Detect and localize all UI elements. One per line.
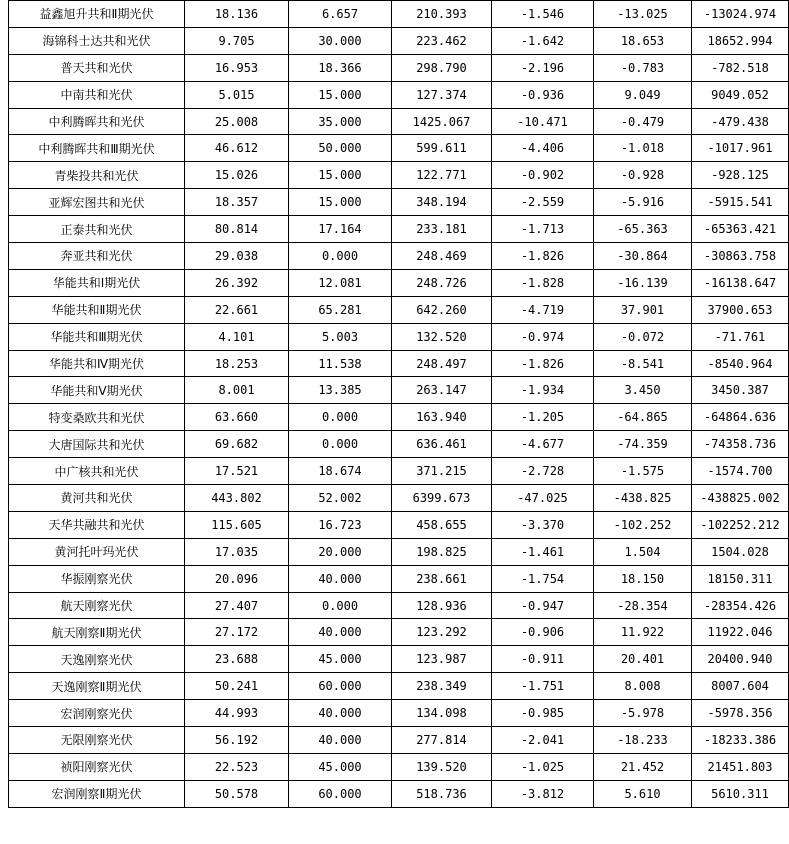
value-cell: 40.000 — [289, 700, 392, 727]
value-cell: 27.407 — [185, 592, 289, 619]
value-cell: -65363.421 — [692, 216, 789, 243]
value-cell: -102.252 — [594, 511, 692, 538]
value-cell: 45.000 — [289, 753, 392, 780]
value-cell: 18150.311 — [692, 565, 789, 592]
value-cell: 371.215 — [392, 458, 492, 485]
value-cell: 18.136 — [185, 1, 289, 28]
value-cell: 15.000 — [289, 162, 392, 189]
value-cell: -1.754 — [492, 565, 594, 592]
value-cell: 636.461 — [392, 431, 492, 458]
table-row — [9, 753, 789, 780]
value-cell: 21451.803 — [692, 753, 789, 780]
table-row — [9, 1, 789, 28]
value-cell: 1504.028 — [692, 538, 789, 565]
value-cell: 127.374 — [392, 81, 492, 108]
value-cell: 298.790 — [392, 54, 492, 81]
station-name-cell: 宏润刚察光伏 — [9, 700, 185, 727]
value-cell: 52.002 — [289, 485, 392, 512]
value-cell: -0.072 — [594, 323, 692, 350]
value-cell: 443.802 — [185, 485, 289, 512]
value-cell: -5978.356 — [692, 700, 789, 727]
station-name-cell: 航天刚察光伏 — [9, 592, 185, 619]
station-name-cell: 天逸刚察Ⅱ期光伏 — [9, 673, 185, 700]
value-cell: 60.000 — [289, 673, 392, 700]
value-cell: -47.025 — [492, 485, 594, 512]
value-cell: -5.978 — [594, 700, 692, 727]
value-cell: 65.281 — [289, 296, 392, 323]
value-cell: 18.253 — [185, 350, 289, 377]
value-cell: -5915.541 — [692, 189, 789, 216]
value-cell: 50.578 — [185, 780, 289, 807]
table-row — [9, 431, 789, 458]
table-row — [9, 511, 789, 538]
value-cell: 22.661 — [185, 296, 289, 323]
value-cell: -2.041 — [492, 727, 594, 754]
value-cell: 0.000 — [289, 404, 392, 431]
data-table — [8, 0, 789, 808]
value-cell: 132.520 — [392, 323, 492, 350]
table-row — [9, 727, 789, 754]
value-cell: -74.359 — [594, 431, 692, 458]
value-cell: 123.987 — [392, 646, 492, 673]
value-cell: 9049.052 — [692, 81, 789, 108]
table-row — [9, 377, 789, 404]
table-row — [9, 592, 789, 619]
value-cell: 1.504 — [594, 538, 692, 565]
table-row — [9, 323, 789, 350]
table-row — [9, 135, 789, 162]
value-cell: 35.000 — [289, 108, 392, 135]
value-cell: -0.928 — [594, 162, 692, 189]
value-cell: 198.825 — [392, 538, 492, 565]
station-name-cell: 祯阳刚察光伏 — [9, 753, 185, 780]
table-row — [9, 700, 789, 727]
value-cell: 599.611 — [392, 135, 492, 162]
value-cell: -71.761 — [692, 323, 789, 350]
value-cell: 44.993 — [185, 700, 289, 727]
value-cell: -0.783 — [594, 54, 692, 81]
table-row — [9, 54, 789, 81]
station-name-cell: 华能共和Ⅱ期光伏 — [9, 296, 185, 323]
table-row — [9, 189, 789, 216]
table-body — [9, 1, 789, 808]
value-cell: -1.826 — [492, 243, 594, 270]
value-cell: 0.000 — [289, 592, 392, 619]
value-cell: -0.974 — [492, 323, 594, 350]
table-row — [9, 296, 789, 323]
value-cell: -438825.002 — [692, 485, 789, 512]
value-cell: 15.000 — [289, 189, 392, 216]
value-cell: -16138.647 — [692, 269, 789, 296]
value-cell: 18.653 — [594, 27, 692, 54]
value-cell: 8007.604 — [692, 673, 789, 700]
value-cell: -0.936 — [492, 81, 594, 108]
value-cell: 123.292 — [392, 619, 492, 646]
value-cell: -1.205 — [492, 404, 594, 431]
station-name-cell: 中利腾晖共和Ⅲ期光伏 — [9, 135, 185, 162]
value-cell: 16.953 — [185, 54, 289, 81]
station-name-cell: 亚辉宏图共和光伏 — [9, 189, 185, 216]
value-cell: 27.172 — [185, 619, 289, 646]
value-cell: -1.713 — [492, 216, 594, 243]
value-cell: -2.728 — [492, 458, 594, 485]
station-name-cell: 黄河共和光伏 — [9, 485, 185, 512]
table-row — [9, 673, 789, 700]
value-cell: -0.947 — [492, 592, 594, 619]
value-cell: 122.771 — [392, 162, 492, 189]
value-cell: 22.523 — [185, 753, 289, 780]
value-cell: 6399.673 — [392, 485, 492, 512]
value-cell: -64.865 — [594, 404, 692, 431]
station-name-cell: 海锦科士达共和光伏 — [9, 27, 185, 54]
table-row — [9, 404, 789, 431]
value-cell: -8540.964 — [692, 350, 789, 377]
value-cell: 11922.046 — [692, 619, 789, 646]
value-cell: 5.003 — [289, 323, 392, 350]
value-cell: -4.719 — [492, 296, 594, 323]
value-cell: 50.241 — [185, 673, 289, 700]
value-cell: 210.393 — [392, 1, 492, 28]
station-name-cell: 特变桑欧共和光伏 — [9, 404, 185, 431]
value-cell: 18.150 — [594, 565, 692, 592]
station-name-cell: 宏润刚察Ⅱ期光伏 — [9, 780, 185, 807]
value-cell: -3.812 — [492, 780, 594, 807]
value-cell: 17.035 — [185, 538, 289, 565]
value-cell: 40.000 — [289, 727, 392, 754]
value-cell: 139.520 — [392, 753, 492, 780]
value-cell: 60.000 — [289, 780, 392, 807]
value-cell: 115.605 — [185, 511, 289, 538]
value-cell: 20400.940 — [692, 646, 789, 673]
value-cell: 3450.387 — [692, 377, 789, 404]
value-cell: 223.462 — [392, 27, 492, 54]
station-name-cell: 奔亚共和光伏 — [9, 243, 185, 270]
value-cell: -18233.386 — [692, 727, 789, 754]
value-cell: 40.000 — [289, 565, 392, 592]
value-cell: 13.385 — [289, 377, 392, 404]
value-cell: -1574.700 — [692, 458, 789, 485]
value-cell: -1.018 — [594, 135, 692, 162]
value-cell: -928.125 — [692, 162, 789, 189]
value-cell: 238.349 — [392, 673, 492, 700]
station-name-cell: 华能共和Ⅰ期光伏 — [9, 269, 185, 296]
value-cell: -30863.758 — [692, 243, 789, 270]
value-cell: -8.541 — [594, 350, 692, 377]
value-cell: 518.736 — [392, 780, 492, 807]
value-cell: 6.657 — [289, 1, 392, 28]
value-cell: -64864.636 — [692, 404, 789, 431]
table-row — [9, 27, 789, 54]
value-cell: 1425.067 — [392, 108, 492, 135]
value-cell: -13024.974 — [692, 1, 789, 28]
value-cell: -1.751 — [492, 673, 594, 700]
value-cell: 25.008 — [185, 108, 289, 135]
value-cell: 50.000 — [289, 135, 392, 162]
value-cell: 30.000 — [289, 27, 392, 54]
value-cell: 23.688 — [185, 646, 289, 673]
table-row — [9, 646, 789, 673]
value-cell: 8.001 — [185, 377, 289, 404]
table-row — [9, 485, 789, 512]
value-cell: -102252.212 — [692, 511, 789, 538]
value-cell: -28354.426 — [692, 592, 789, 619]
station-name-cell: 华振刚察光伏 — [9, 565, 185, 592]
value-cell: -18.233 — [594, 727, 692, 754]
table-row — [9, 619, 789, 646]
value-cell: 11.538 — [289, 350, 392, 377]
value-cell: 63.660 — [185, 404, 289, 431]
station-name-cell: 航天刚察Ⅱ期光伏 — [9, 619, 185, 646]
value-cell: -0.911 — [492, 646, 594, 673]
value-cell: 248.497 — [392, 350, 492, 377]
station-name-cell: 天华共融共和光伏 — [9, 511, 185, 538]
value-cell: 20.096 — [185, 565, 289, 592]
value-cell: 9.049 — [594, 81, 692, 108]
value-cell: -1.546 — [492, 1, 594, 28]
station-name-cell: 中利腾晖共和光伏 — [9, 108, 185, 135]
table-row — [9, 458, 789, 485]
value-cell: 0.000 — [289, 243, 392, 270]
station-name-cell: 普天共和光伏 — [9, 54, 185, 81]
value-cell: 45.000 — [289, 646, 392, 673]
value-cell: 29.038 — [185, 243, 289, 270]
value-cell: 18.357 — [185, 189, 289, 216]
value-cell: -0.906 — [492, 619, 594, 646]
table-row — [9, 108, 789, 135]
value-cell: -3.370 — [492, 511, 594, 538]
value-cell: -1.575 — [594, 458, 692, 485]
table-row — [9, 81, 789, 108]
value-cell: -4.406 — [492, 135, 594, 162]
value-cell: 8.008 — [594, 673, 692, 700]
value-cell: -782.518 — [692, 54, 789, 81]
value-cell: 263.147 — [392, 377, 492, 404]
value-cell: -65.363 — [594, 216, 692, 243]
value-cell: 5610.311 — [692, 780, 789, 807]
value-cell: 233.181 — [392, 216, 492, 243]
value-cell: 37.901 — [594, 296, 692, 323]
value-cell: 18.366 — [289, 54, 392, 81]
value-cell: 15.000 — [289, 81, 392, 108]
value-cell: -2.196 — [492, 54, 594, 81]
value-cell: -1.934 — [492, 377, 594, 404]
value-cell: -16.139 — [594, 269, 692, 296]
table-row — [9, 780, 789, 807]
station-name-cell: 大唐国际共和光伏 — [9, 431, 185, 458]
value-cell: 248.726 — [392, 269, 492, 296]
value-cell: 9.705 — [185, 27, 289, 54]
value-cell: 348.194 — [392, 189, 492, 216]
value-cell: 11.922 — [594, 619, 692, 646]
value-cell: 134.098 — [392, 700, 492, 727]
value-cell: -0.985 — [492, 700, 594, 727]
value-cell: 5.015 — [185, 81, 289, 108]
value-cell: -2.559 — [492, 189, 594, 216]
value-cell: -4.677 — [492, 431, 594, 458]
value-cell: 238.661 — [392, 565, 492, 592]
value-cell: -1.461 — [492, 538, 594, 565]
value-cell: 80.814 — [185, 216, 289, 243]
value-cell: -1.642 — [492, 27, 594, 54]
value-cell: -438.825 — [594, 485, 692, 512]
value-cell: 40.000 — [289, 619, 392, 646]
station-name-cell: 益鑫旭升共和Ⅱ期光伏 — [9, 1, 185, 28]
value-cell: 26.392 — [185, 269, 289, 296]
value-cell: 18652.994 — [692, 27, 789, 54]
value-cell: 16.723 — [289, 511, 392, 538]
table-row — [9, 565, 789, 592]
value-cell: -479.438 — [692, 108, 789, 135]
value-cell: 20.401 — [594, 646, 692, 673]
value-cell: 0.000 — [289, 431, 392, 458]
value-cell: 46.612 — [185, 135, 289, 162]
value-cell: 17.521 — [185, 458, 289, 485]
station-name-cell: 无限刚察光伏 — [9, 727, 185, 754]
table-row — [9, 243, 789, 270]
value-cell: -1.826 — [492, 350, 594, 377]
value-cell: 277.814 — [392, 727, 492, 754]
value-cell: 15.026 — [185, 162, 289, 189]
station-name-cell: 中南共和光伏 — [9, 81, 185, 108]
value-cell: -13.025 — [594, 1, 692, 28]
value-cell: -1.025 — [492, 753, 594, 780]
value-cell: 4.101 — [185, 323, 289, 350]
station-name-cell: 青柴投共和光伏 — [9, 162, 185, 189]
table-row — [9, 538, 789, 565]
value-cell: -74358.736 — [692, 431, 789, 458]
value-cell: -0.479 — [594, 108, 692, 135]
table-row — [9, 350, 789, 377]
value-cell: 17.164 — [289, 216, 392, 243]
value-cell: -28.354 — [594, 592, 692, 619]
value-cell: 642.260 — [392, 296, 492, 323]
value-cell: 3.450 — [594, 377, 692, 404]
station-name-cell: 黄河托叶玛光伏 — [9, 538, 185, 565]
value-cell: 21.452 — [594, 753, 692, 780]
table-row — [9, 216, 789, 243]
value-cell: 12.081 — [289, 269, 392, 296]
value-cell: -10.471 — [492, 108, 594, 135]
station-name-cell: 天逸刚察光伏 — [9, 646, 185, 673]
value-cell: 248.469 — [392, 243, 492, 270]
value-cell: -0.902 — [492, 162, 594, 189]
value-cell: 163.940 — [392, 404, 492, 431]
station-name-cell: 中广核共和光伏 — [9, 458, 185, 485]
value-cell: -5.916 — [594, 189, 692, 216]
station-name-cell: 华能共和Ⅴ期光伏 — [9, 377, 185, 404]
value-cell: -30.864 — [594, 243, 692, 270]
value-cell: 128.936 — [392, 592, 492, 619]
value-cell: -1017.961 — [692, 135, 789, 162]
value-cell: 37900.653 — [692, 296, 789, 323]
value-cell: 20.000 — [289, 538, 392, 565]
value-cell: 18.674 — [289, 458, 392, 485]
value-cell: 458.655 — [392, 511, 492, 538]
station-name-cell: 华能共和Ⅳ期光伏 — [9, 350, 185, 377]
table-row — [9, 269, 789, 296]
value-cell: 69.682 — [185, 431, 289, 458]
value-cell: 5.610 — [594, 780, 692, 807]
table-row — [9, 162, 789, 189]
station-name-cell: 华能共和Ⅲ期光伏 — [9, 323, 185, 350]
station-name-cell: 正泰共和光伏 — [9, 216, 185, 243]
value-cell: 56.192 — [185, 727, 289, 754]
value-cell: -1.828 — [492, 269, 594, 296]
